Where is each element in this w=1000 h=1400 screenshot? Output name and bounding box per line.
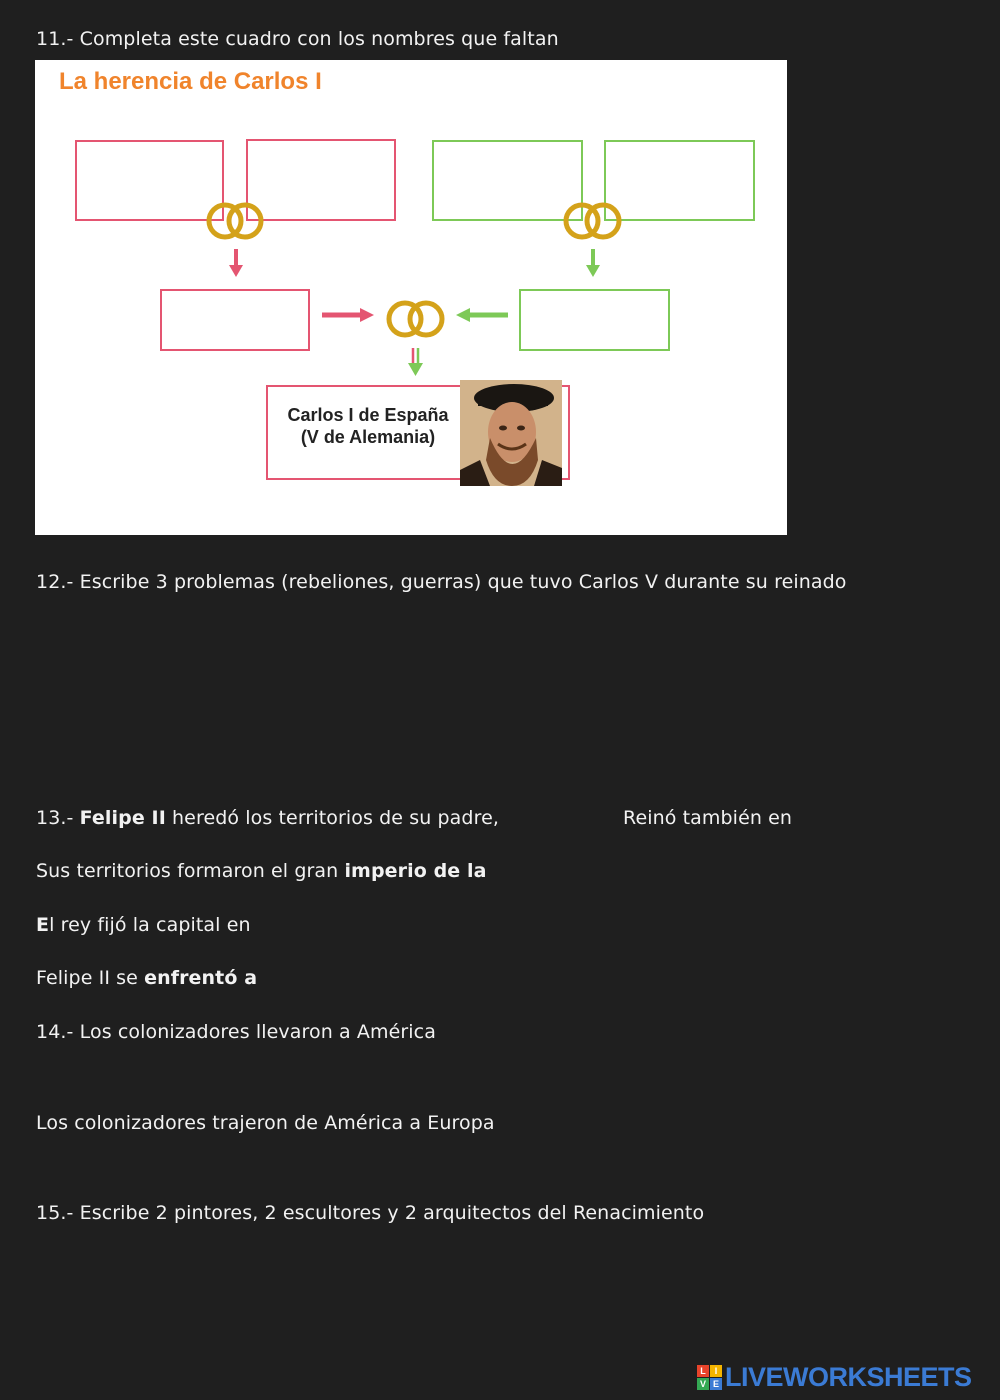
arrow-down-icon	[229, 249, 243, 277]
question-13-capital: El rey fijó la capital en	[36, 914, 251, 936]
live-badge-icon: L I V E	[697, 1365, 722, 1390]
liveworksheets-logo	[697, 1362, 972, 1392]
question-13: 13.- Felipe II heredó los territorios de su padre,	[36, 807, 500, 829]
question-13-imperio: Sus territorios formaron el gran imperio de la	[36, 860, 487, 882]
arrow-left-icon	[456, 308, 508, 322]
wedding-rings-icon	[566, 205, 619, 237]
carlos-title: (V de Alemania)	[300, 427, 436, 447]
felipe-ii-bold: Felipe II	[79, 807, 166, 829]
question-15: 15.- Escribe 2 pintores, 2 escultores y 2 arquitectos del Renacimiento	[36, 1202, 705, 1224]
arrow-right-icon	[322, 308, 374, 322]
diagram-connectors	[35, 60, 787, 535]
question-11: 11.- Completa este cuadro con los nombres que faltan	[36, 28, 559, 50]
arrow-down-icon	[586, 249, 600, 277]
inheritance-diagram	[35, 60, 787, 535]
arrow-down-icon	[408, 348, 423, 376]
carlos-name: Carlos I de España	[287, 405, 449, 425]
question-13-enfrento: Felipe II se enfrentó a	[36, 967, 258, 989]
diagram-title: La herencia de Carlos I	[59, 68, 322, 95]
logo-text: LIVEWORKSHEETS	[725, 1361, 972, 1392]
question-12: 12.- Escribe 3 problemas (rebeliones, guerras) que tuvo Carlos V durante su reinado	[36, 571, 847, 593]
question-13-reino: Reinó también en	[623, 807, 793, 829]
question-14-europa: Los colonizadores trajeron de América a Europa	[36, 1112, 495, 1134]
wedding-rings-icon	[209, 205, 261, 237]
question-14: 14.- Los colonizadores llevaron a América	[36, 1021, 436, 1043]
wedding-rings-icon	[389, 303, 442, 335]
